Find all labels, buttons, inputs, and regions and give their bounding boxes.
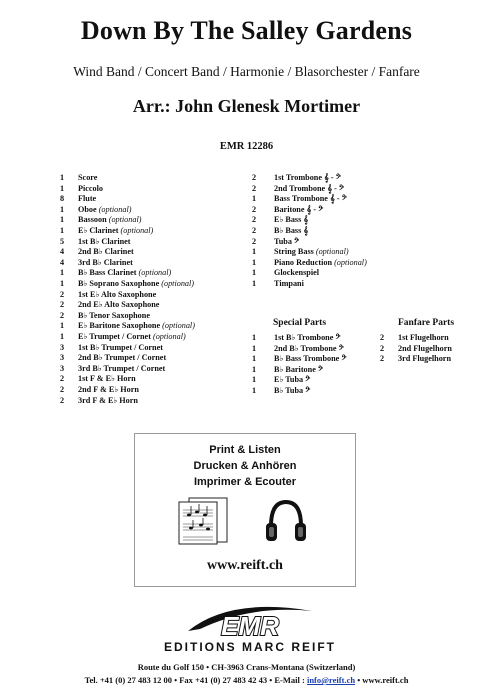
part-instrument: Score (78, 173, 98, 182)
part-instrument: 3rd B♭ Clarinet (78, 257, 133, 267)
publisher-logo (150, 601, 350, 661)
part-quantity: 2 (252, 215, 257, 225)
part-name (274, 258, 367, 269)
part-quantity: 1 (252, 375, 257, 385)
part-name (78, 194, 96, 205)
part-quantity: 1 (60, 173, 65, 182)
sheet-music-icon (175, 496, 235, 546)
part-name (78, 321, 195, 332)
part-instrument: Bass Trombone 𝄞 - 𝄢 (274, 194, 347, 204)
part-quantity: 1 (252, 354, 257, 364)
part-optional-note: (optional) (152, 332, 186, 341)
part-instrument: 1st Flugelhorn (398, 333, 449, 342)
part-quantity: 1 (252, 279, 257, 288)
part-instrument: Flute (78, 194, 97, 204)
part-name (78, 226, 153, 237)
part-optional-note: (optional) (98, 204, 132, 214)
part-name (274, 205, 323, 216)
part-instrument: B♭ Tenor Saxophone (78, 310, 150, 320)
part-optional-note: (optional) (120, 226, 154, 235)
part-quantity: 2 (252, 204, 257, 214)
print-listen-box[interactable] (134, 433, 356, 587)
part-name (78, 311, 150, 322)
part-quantity: 3 (60, 342, 65, 352)
part-name (274, 268, 319, 279)
part-instrument: 3rd Flugelhorn (398, 354, 451, 364)
part-name (78, 247, 134, 258)
part-instrument: Glockenspiel (274, 268, 320, 278)
part-quantity: 1 (252, 333, 257, 342)
part-instrument: String Bass (274, 247, 314, 257)
part-quantity: 1 (60, 268, 65, 278)
logo-text: EMR (221, 611, 279, 641)
publisher-brand: EDITIONS MARC REIFT (164, 640, 336, 654)
publisher-contact (0, 675, 493, 685)
part-name (78, 396, 138, 407)
part-name (78, 290, 156, 301)
publisher-address: Route du Golf 150 • CH-3963 Crans-Montana (Switzerland) (137, 662, 356, 672)
part-instrument: B♭ Baritone 𝄢 (274, 364, 324, 374)
part-instrument: Piccolo (78, 183, 104, 193)
contact-website: • www.reift.ch (355, 675, 409, 685)
promo-line-2: Drucken & Anhören (193, 460, 297, 472)
part-instrument: B♭ Bass Trombone 𝄢 (274, 354, 347, 364)
part-quantity: 1 (60, 321, 65, 331)
page-title: Down By The Salley Gardens (80, 16, 413, 45)
part-optional-note: (optional) (315, 247, 349, 257)
part-quantity: 2 (60, 395, 65, 405)
part-quantity: 1 (252, 268, 257, 278)
part-name (78, 237, 131, 248)
part-name (78, 279, 194, 290)
part-instrument: E♭ Trumpet / Cornet (78, 332, 151, 341)
part-name (78, 364, 165, 375)
part-name (274, 215, 308, 226)
part-quantity: 1 (60, 204, 65, 214)
part-name (274, 184, 344, 195)
part-name (274, 375, 310, 386)
part-quantity: 2 (252, 183, 257, 193)
website-link[interactable]: www.reift.ch (207, 558, 283, 573)
part-quantity: 2 (60, 385, 65, 394)
part-instrument: B♭ Tuba 𝄢 (274, 386, 311, 395)
part-instrument: B♭ Bass Clarinet (78, 268, 137, 278)
part-instrument: Timpani (274, 279, 304, 288)
part-name (274, 194, 347, 205)
part-quantity: 2 (252, 173, 257, 182)
contact-phone-fax: Tel. +41 (0) 27 483 12 00 • Fax +41 (0) 27 483 42 43 • E-Mail : (84, 675, 307, 685)
part-instrument: Bassoon (78, 215, 107, 225)
part-name (78, 343, 163, 354)
arranger: Arr.: John Glenesk Mortimer (132, 96, 361, 116)
part-quantity: 2 (60, 310, 65, 320)
part-name (274, 173, 341, 184)
part-quantity: 1 (60, 226, 65, 235)
part-name (398, 344, 452, 355)
part-quantity: 1 (60, 183, 65, 193)
part-quantity: 2 (252, 236, 257, 246)
part-instrument: B♭ Bass 𝄞 (274, 226, 309, 235)
part-instrument: Tuba 𝄢 (274, 236, 300, 246)
part-optional-note: (optional) (162, 321, 195, 331)
part-optional-note: (optional) (334, 257, 367, 267)
part-optional-note: (optional) (161, 279, 195, 288)
part-name (78, 385, 139, 396)
part-quantity: 1 (60, 279, 65, 288)
part-instrument: 1st B♭ Clarinet (78, 236, 131, 246)
part-instrument: E♭ Bass 𝄞 (274, 215, 309, 225)
part-instrument: E♭ Clarinet (78, 226, 119, 235)
promo-line-1: Print & Listen (209, 444, 281, 456)
part-quantity: 1 (252, 343, 257, 353)
catalog-code: EMR 12286 (219, 141, 274, 152)
part-quantity: 1 (252, 194, 257, 204)
headphones-icon (261, 496, 311, 546)
part-quantity: 2 (380, 354, 385, 364)
part-optional-note: (optional) (138, 268, 172, 278)
part-quantity: 1 (252, 257, 257, 267)
ensemble-subtitle: Wind Band / Concert Band / Harmonie / Blasorchester / Fanfare (73, 64, 420, 79)
part-instrument: E♭ Baritone Saxophone (78, 321, 161, 331)
part-instrument: 1st B♭ Trumpet / Cornet (78, 342, 163, 352)
part-quantity: 2 (252, 226, 257, 235)
part-quantity: 2 (60, 374, 65, 384)
part-quantity: 1 (252, 247, 257, 257)
part-quantity: 4 (60, 247, 65, 257)
part-name (274, 354, 347, 365)
part-name (78, 353, 166, 364)
part-name (78, 268, 171, 279)
part-instrument: 2nd B♭ Trombone 𝄢 (274, 343, 344, 353)
part-name (78, 332, 186, 343)
part-name (78, 205, 131, 216)
part-name (78, 184, 103, 195)
part-instrument: 2nd B♭ Trumpet / Cornet (78, 353, 167, 363)
part-instrument: 2nd Flugelhorn (398, 343, 452, 353)
part-name (274, 237, 299, 248)
part-quantity: 1 (60, 332, 65, 341)
part-name (274, 365, 323, 376)
part-quantity: 2 (380, 343, 385, 353)
part-instrument: 2nd E♭ Alto Saxophone (78, 300, 160, 310)
part-instrument: 1st Trombone 𝄞 - 𝄢 (274, 173, 341, 182)
part-instrument: 1st B♭ Trombone 𝄢 (274, 333, 341, 342)
email-link[interactable]: info@reift.ch (306, 675, 356, 685)
part-instrument: 2nd B♭ Clarinet (78, 247, 134, 257)
part-name (78, 374, 136, 385)
part-name (274, 344, 344, 355)
part-instrument: 3rd B♭ Trumpet / Cornet (78, 363, 166, 373)
part-quantity: 1 (60, 215, 65, 225)
part-instrument: Baritone 𝄞 - 𝄢 (274, 204, 324, 214)
emr-swoosh-logo-icon (170, 601, 330, 641)
part-name (398, 333, 449, 344)
part-quantity: 3 (60, 353, 65, 363)
part-name (78, 173, 97, 184)
part-instrument: Oboe (78, 204, 97, 214)
part-name (274, 279, 304, 290)
part-instrument: 2nd Trombone 𝄞 - 𝄢 (274, 183, 345, 193)
part-instrument: Piano Reduction (274, 257, 333, 267)
part-optional-note: (optional) (108, 215, 142, 225)
part-instrument: 1st F & E♭ Horn (78, 374, 136, 384)
fanfare-parts-heading: Fanfare Parts (398, 318, 455, 328)
part-instrument: B♭ Soprano Saxophone (78, 279, 160, 288)
part-instrument: 1st E♭ Alto Saxophone (78, 289, 157, 299)
part-name (274, 333, 341, 344)
part-quantity: 3 (60, 363, 65, 373)
part-name (78, 258, 133, 269)
part-name (398, 354, 451, 365)
part-quantity: 2 (60, 289, 65, 299)
part-quantity: 2 (60, 300, 65, 310)
part-quantity: 8 (60, 194, 65, 204)
part-instrument: 3rd F & E♭ Horn (78, 395, 138, 405)
part-name (78, 300, 159, 311)
part-instrument: E♭ Tuba 𝄢 (274, 375, 311, 385)
part-name (274, 247, 349, 258)
part-quantity: 5 (60, 236, 65, 246)
part-name (78, 215, 141, 226)
part-quantity: 1 (252, 386, 257, 395)
part-instrument: 2nd F & E♭ Horn (78, 385, 139, 394)
special-parts-heading: Special Parts (273, 318, 327, 328)
part-name (274, 226, 308, 237)
part-name (274, 386, 310, 397)
part-quantity: 2 (380, 333, 385, 342)
part-quantity: 1 (252, 364, 257, 374)
promo-line-3: Imprimer & Ecouter (193, 476, 297, 488)
part-quantity: 4 (60, 257, 65, 267)
